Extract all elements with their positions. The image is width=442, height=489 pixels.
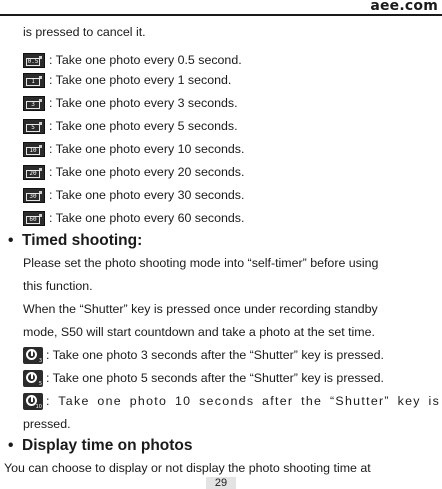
paragraph-line: mode, S50 will start countdown and take a photo at the set time. [23,325,375,339]
interval-item [23,71,231,89]
interval-item-text: : Take one photo every 20 seconds. [49,165,245,179]
timer-item-text: : Take one photo 3 seconds after the “Shutter” key is pressed. [46,348,384,362]
self-timer-10s-icon: 10 [23,393,43,410]
self-timer-3s-icon: 3 [23,347,43,364]
bullet: • [8,232,14,249]
header-bar [0,0,442,16]
paragraph-line: You can choose to display or not display the photo shooting time at [4,461,371,475]
interval-20s-icon: 20 [23,165,45,180]
paragraph-line: Please set the photo shooting mode into “self-timer” before using [23,256,379,270]
page-number: 29 [206,477,236,489]
interval-item-text: : Take one photo every 0.5 second. [49,53,242,67]
interval-item [23,94,238,112]
interval-item [23,51,242,69]
interval-10s-icon: 10 [23,142,45,157]
interval-item [23,117,238,135]
bullet: • [8,437,14,454]
paragraph-line: When the “Shutter” key is pressed once under recording standby [23,302,378,316]
interval-item-text: : Take one photo every 30 seconds. [49,188,245,202]
interval-3s-icon: 3 [23,96,45,111]
intro-line: is pressed to cancel it. [23,25,146,39]
timer-item-text: : Take one photo 10 seconds after the “Shutter” key is [46,394,441,408]
timer-item [23,346,384,364]
interval-30s-icon: 30 [23,188,45,203]
brand-logo-text: aee.com [370,0,438,14]
paragraph-line: this function. [23,279,93,293]
interval-5s-icon: 5 [23,119,45,134]
interval-item-text: : Take one photo every 10 seconds. [49,142,245,156]
self-timer-5s-icon: 5 [23,370,43,387]
interval-60s-icon: 60 [23,211,45,226]
interval-item-text: : Take one photo every 3 seconds. [49,96,238,110]
timer-item [23,392,440,410]
timer-item-text: : Take one photo 5 seconds after the “Shutter” key is pressed. [46,371,384,385]
interval-item [23,163,244,181]
heading-text: Display time on photos [22,437,193,454]
interval-item [23,209,244,227]
interval-0.5s-icon: 0.5 [23,53,45,68]
interval-1s-icon: 1 [23,73,45,88]
interval-item [23,140,244,158]
display-time-heading [8,437,193,455]
heading-text: Timed shooting: [22,232,143,249]
interval-item-text: : Take one photo every 60 seconds. [49,211,245,225]
interval-item-text: : Take one photo every 5 seconds. [49,119,238,133]
interval-item-text: : Take one photo every 1 second. [49,73,232,87]
timer-item-continuation: pressed. [23,417,71,431]
timer-item [23,369,384,387]
timed-shooting-heading [8,232,142,250]
interval-item [23,186,244,204]
